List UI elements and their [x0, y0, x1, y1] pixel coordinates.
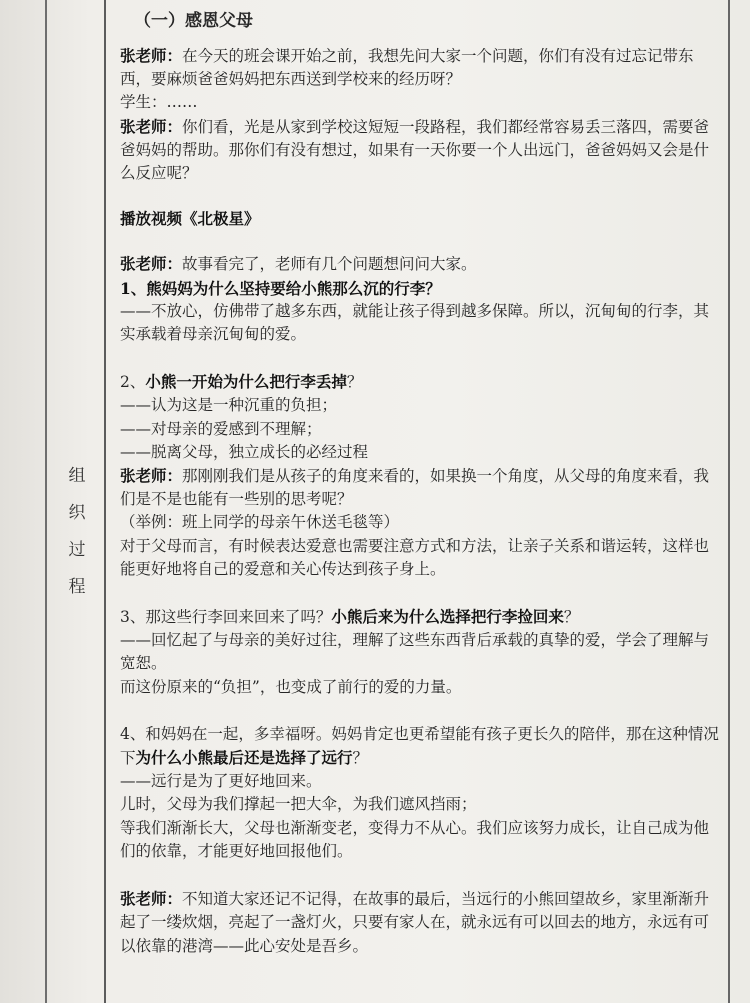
speaker-label: 张老师：	[120, 254, 183, 274]
question-2	[120, 370, 724, 394]
question-number: 2、	[120, 373, 146, 392]
question-4	[120, 723, 724, 770]
answer-2-item: ——认为这是一种沉重的负担；	[120, 396, 338, 415]
lesson-content	[120, 4, 724, 958]
speaker-label: 张老师：	[120, 889, 183, 909]
speech-text: 在今天的班会课开始之前，我想先问大家一个问题，你们有没有过忘记带东西，要麻烦爸爸妈妈把东西送到学校来的经历呀？	[120, 47, 694, 89]
answer-4: ——远行是为了更好地回来。	[120, 772, 322, 791]
row-label-char: 组	[68, 466, 86, 486]
teacher-question-2	[120, 115, 724, 186]
answer-1: ——不放心，仿佛带了越多东西，就能让孩子得到越多保障。所以，沉甸甸的行李，其实承载着母亲沉甸甸的爱。	[120, 301, 710, 344]
table-border-left	[45, 0, 47, 1003]
row-label-char: 程	[68, 577, 86, 597]
question-3	[120, 605, 724, 629]
table-border-column	[104, 0, 106, 1003]
section-title: （一）感恩父母	[134, 11, 253, 31]
summary-paragraph: 对于父母而言，有时候表达爱意也需要注意方式和方法，让亲子关系和谐运转，这样也能更好地将自己的爱意和关心传达到孩子身上。	[120, 536, 710, 578]
table-border-right	[728, 0, 730, 1003]
teacher-question-1	[120, 44, 724, 91]
teacher-followup	[120, 464, 724, 511]
speech-text: 你们看，光是从家到学校这短短一段路程，我们都经常容易丢三落四，需要爸爸妈妈的帮助。那你们有没有想过，如果有一天你要一个人出远门，爸爸妈妈又会是什么反应呢？	[120, 117, 710, 183]
teacher-closing	[120, 887, 724, 958]
answer-3-followup: 而这份原来的“负担”，也变成了前行的爱的力量。	[120, 677, 462, 696]
row-label-char: 过	[68, 540, 86, 560]
row-label-organization-process	[62, 458, 92, 606]
answer-2-item: ——对母亲的爱感到不理解；	[120, 419, 322, 438]
speech-text: 故事看完了，老师有几个问题想问问大家。	[182, 255, 477, 274]
reflection-paragraph: 等我们渐渐长大，父母也渐渐变老，变得力不从心。我们应该努力成长，让自己成为他们的依靠，才能更好地回报他们。	[120, 818, 710, 860]
speech-text: 那刚刚我们是从孩子的角度来看的，如果换一个角度，从父母的角度来看，我们是不是也能有一些别的思考呢？	[120, 467, 710, 509]
speaker-label: 张老师：	[120, 466, 183, 486]
example-note: （举例：班上同学的母亲午休送毛毯等）	[120, 513, 400, 532]
question-emphasis: 小熊后来为什么选择把行李捡回来	[331, 607, 564, 627]
answer-2-item: ——脱离父母，独立成长的必经过程	[120, 442, 369, 461]
row-label-char: 织	[68, 503, 86, 523]
question-suffix: ？	[352, 749, 369, 768]
speaker-label: 张老师：	[120, 46, 183, 65]
question-emphasis: 为什么小熊最后还是选择了远行	[135, 748, 353, 768]
video-instruction: 播放视频《北极星》	[120, 209, 260, 229]
student-reply: 学生：……	[120, 93, 198, 112]
question-prefix: 3、那这些行李回来回来了吗？	[120, 608, 332, 627]
speaker-label: 张老师：	[120, 116, 183, 136]
question-prefix: 4、和妈妈在一起，多幸福呀。妈妈肯定也更希望能有孩子更长久的陪伴，那在这种情况下	[120, 724, 719, 768]
speech-text: 不知道大家还记不记得，在故事的最后，当远行的小熊回望故乡，家里渐渐升起了一缕炊烟，亮起了一盏灯火，只要有家人在，就永远有可以回去的地方，永远有可以依靠的港湾——此心安处是吾乡。	[120, 890, 710, 955]
reflection-line: 儿时，父母为我们撑起一把大伞，为我们遮风挡雨；	[120, 795, 477, 814]
teacher-intro	[120, 252, 724, 276]
question-suffix: ？	[563, 608, 580, 627]
question-suffix: ？	[346, 373, 363, 392]
answer-3: ——回忆起了与母亲的美好过往，理解了这些东西背后承载的真挚的爱，学会了理解与宽恕。	[120, 631, 710, 673]
question-1: 1、熊妈妈为什么坚持要给小熊那么沉的行李？	[120, 278, 441, 298]
question-emphasis: 小熊一开始为什么把行李丢掉	[145, 372, 347, 392]
